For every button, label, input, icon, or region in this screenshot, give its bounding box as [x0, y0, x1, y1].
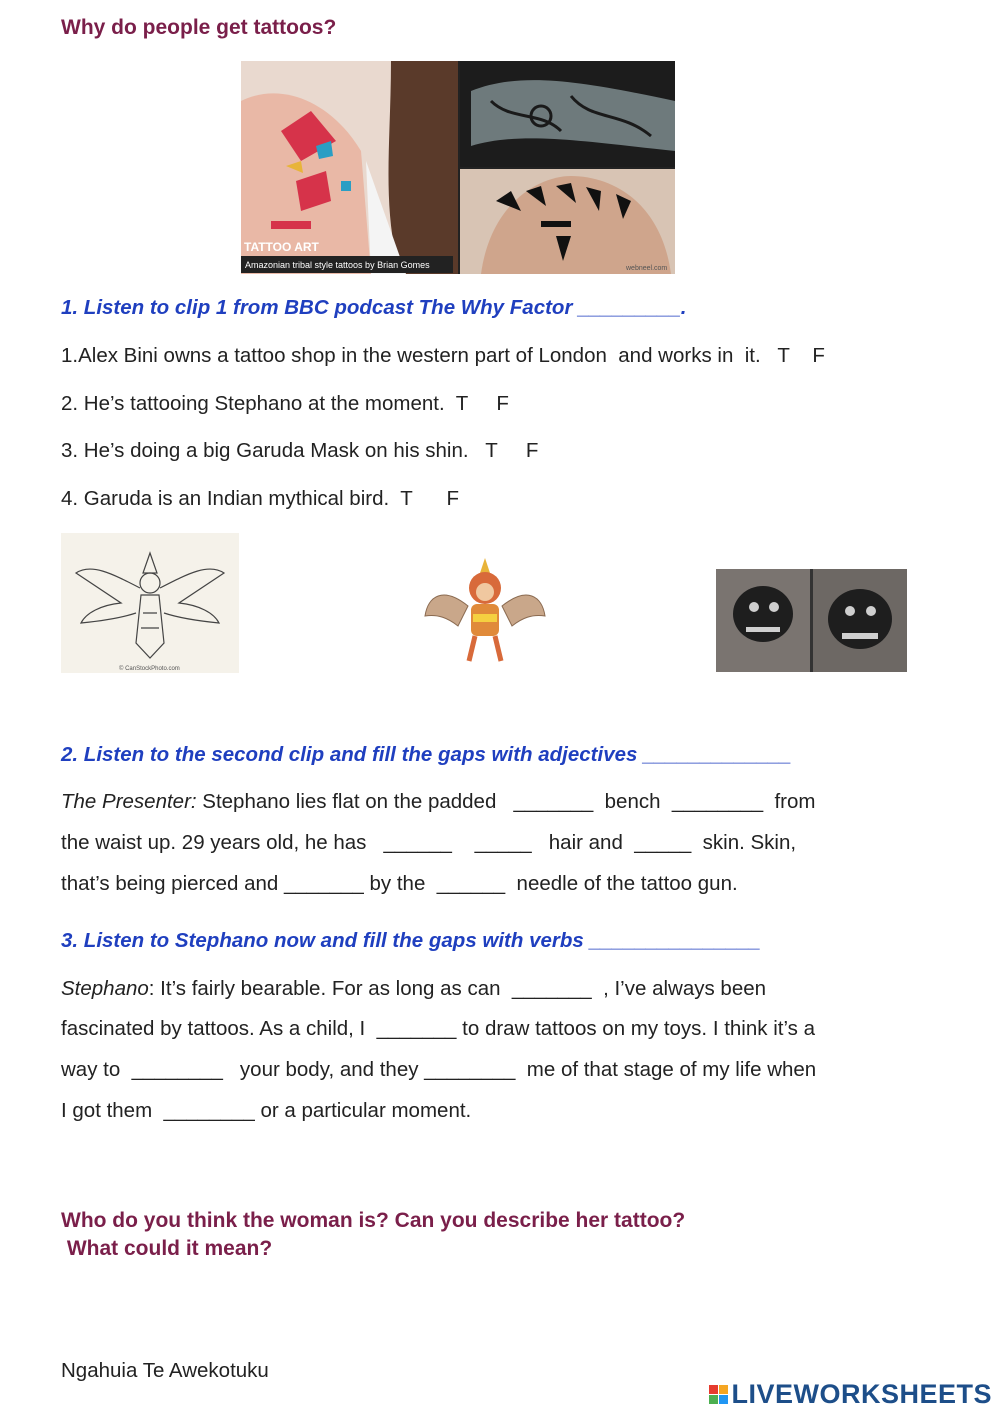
section2-speaker: The Presenter:	[61, 790, 197, 813]
question-line-2: What could it mean?	[61, 1237, 273, 1260]
section1-item-1: 1.Alex Bini owns a tattoo shop in the western part of London and works in it. T F	[61, 344, 825, 367]
section2-heading: 2. Listen to the second clip and fill the gaps with adjectives _____________	[61, 743, 792, 766]
section3-speaker: Stephano	[61, 977, 149, 1000]
section1-heading: 1. Listen to clip 1 from BBC podcast The Why Factor _________.	[61, 296, 687, 319]
liveworksheets-logo[interactable]	[709, 1379, 992, 1409]
section1-item-4: 4. Garuda is an Indian mythical bird. T F	[61, 487, 460, 510]
hero-watermark: webneel.com	[626, 265, 668, 272]
section3-line-1-text: : It’s fairly bearable. For as long as can _______ , I’ve always been	[148, 977, 767, 1000]
section3-line-2: fascinated by tattoos. As a child, I _______ to draw tattoos on my toys. I think it’s a	[61, 1017, 815, 1040]
garuda-mask-tattoo-image	[716, 569, 907, 672]
logo-badge-icon	[709, 1385, 728, 1404]
page-title: Why do people get tattoos?	[61, 16, 337, 39]
garuda-sketch-image	[61, 533, 239, 673]
section2-line-3: that’s being pierced and _______ by the ______ needle of the tattoo gun.	[61, 872, 738, 895]
hero-caption-sub: Amazonian tribal style tattoos by Brian Gomes	[245, 260, 430, 270]
tattoo-collage-image	[241, 61, 675, 274]
garuda-sketch-credit: © CanStockPhoto.com	[119, 666, 180, 672]
garuda-cartoon-image	[423, 556, 547, 666]
section3-line-4: I got them ________ or a particular moment.	[61, 1099, 472, 1122]
logo-text: LIVEWORKSHEETS	[731, 1378, 992, 1409]
section3-line-1	[61, 977, 766, 1001]
section2-line-2: the waist up. 29 years old, he has ______ _____ hair and _____ skin. Skin,	[61, 831, 797, 854]
section2-line-1	[61, 790, 816, 814]
hero-caption-title: TATTOO ART	[244, 240, 319, 254]
section3-heading: 3. Listen to Stephano now and fill the gaps with verbs _______________	[61, 929, 761, 952]
section1-item-3: 3. He’s doing a big Garuda Mask on his shin. T F	[61, 439, 539, 462]
section1-item-2: 2. He’s tattooing Stephano at the moment. T F	[61, 392, 509, 415]
section2-line-1-text: Stephano lies flat on the padded _______ bench ________ from	[196, 790, 816, 813]
question-line-1: Who do you think the woman is? Can you describe her tattoo?	[61, 1209, 686, 1232]
author-name: Ngahuia Te Awekotuku	[61, 1359, 269, 1382]
section3-line-3: way to ________ your body, and they ________ me of that stage of my life when	[61, 1058, 817, 1081]
